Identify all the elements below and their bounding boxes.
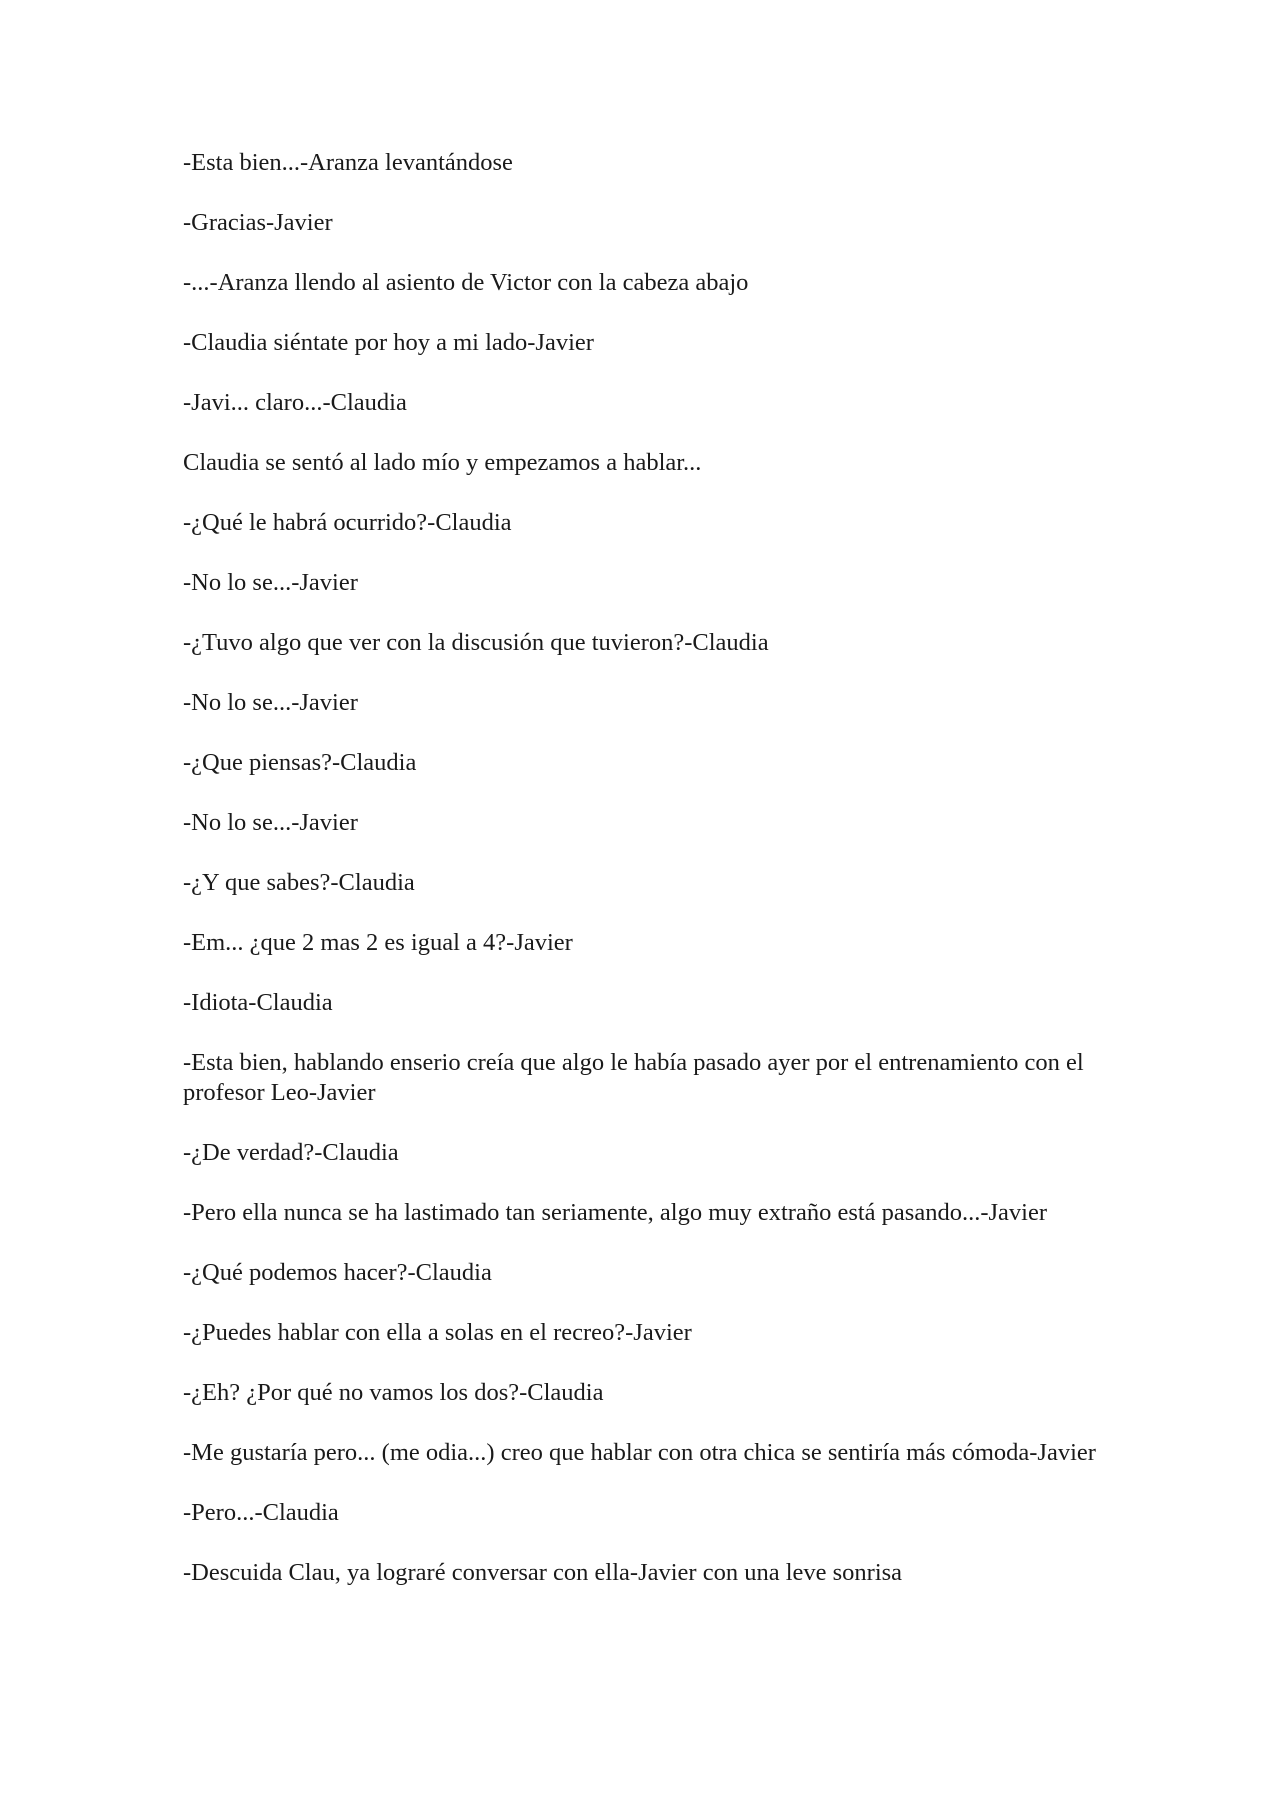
paragraph: -No lo se...-Javier <box>183 689 358 716</box>
document-body <box>183 148 1113 1618</box>
paragraph: -Pero...-Claudia <box>183 1499 339 1526</box>
paragraph: Claudia se sentó al lado mío y empezamos a hablar... <box>183 449 702 476</box>
paragraph: -¿Que piensas?-Claudia <box>183 749 417 776</box>
paragraph: -Esta bien...-Aranza levantándose <box>183 149 513 176</box>
paragraph: -¿Qué podemos hacer?-Claudia <box>183 1259 492 1286</box>
paragraph: -No lo se...-Javier <box>183 809 358 836</box>
paragraph: -Pero ella nunca se ha lastimado tan seriamente, algo muy extraño está pasando...-Javier <box>183 1199 1047 1226</box>
paragraph: -Javi... claro...-Claudia <box>183 389 407 416</box>
paragraph: -¿Eh? ¿Por qué no vamos los dos?-Claudia <box>183 1379 604 1406</box>
paragraph: -¿Y que sabes?-Claudia <box>183 869 415 896</box>
paragraph: -Claudia siéntate por hoy a mi lado-Javier <box>183 329 594 356</box>
paragraph: -Esta bien, hablando enserio creía que algo le había pasado ayer por el entrenamiento con el profesor Leo-Javier <box>183 1049 1084 1106</box>
paragraph: -Em... ¿que 2 mas 2 es igual a 4?-Javier <box>183 929 573 956</box>
paragraph: -...-Aranza llendo al asiento de Victor con la cabeza abajo <box>183 269 749 296</box>
paragraph: -Descuida Clau, ya lograré conversar con ella-Javier con una leve sonrisa <box>183 1559 903 1586</box>
paragraph: -Gracias-Javier <box>183 209 333 236</box>
paragraph: -¿De verdad?-Claudia <box>183 1139 399 1166</box>
paragraph: -Me gustaría pero... (me odia...) creo que hablar con otra chica se sentiría más cómoda-Javier <box>183 1439 1096 1466</box>
paragraph: -¿Puedes hablar con ella a solas en el recreo?-Javier <box>183 1319 692 1346</box>
paragraph: -¿Tuvo algo que ver con la discusión que tuvieron?-Claudia <box>183 629 769 656</box>
paragraph: -No lo se...-Javier <box>183 569 358 596</box>
paragraph: -¿Qué le habrá ocurrido?-Claudia <box>183 509 512 536</box>
paragraph: -Idiota-Claudia <box>183 989 333 1016</box>
